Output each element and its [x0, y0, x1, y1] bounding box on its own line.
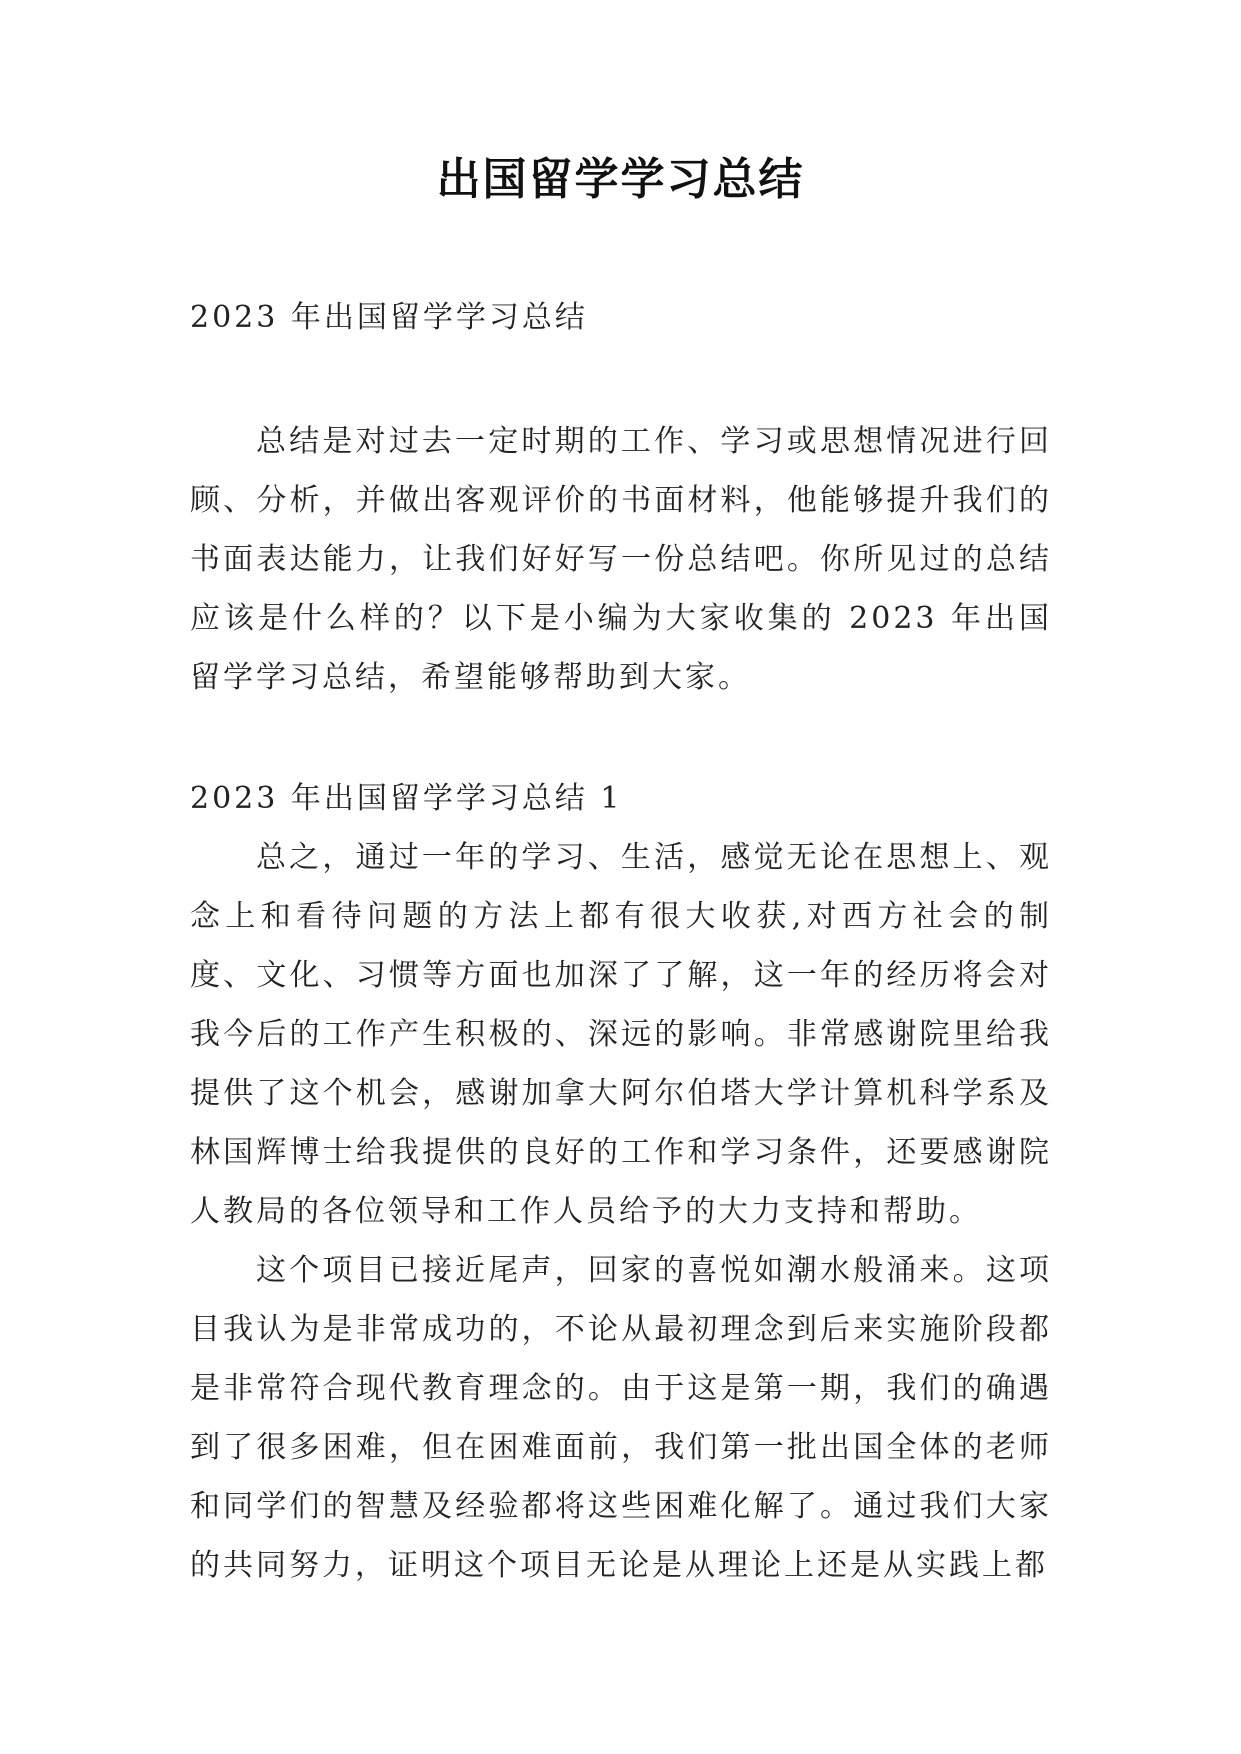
spacer: [190, 707, 1052, 769]
intro-paragraph: 总结是对过去一定时期的工作、学习或思想情况进行回顾、分析，并做出客观评价的书面材料，他能够提升我们的书面表达能力，让我们好好写一份总结吧。你所见过的总结应该是什么样的？以下是小编为大家收集的 2023 年出国留学学习总结，希望能够帮助到大家。: [190, 424, 1052, 695]
document-title: 出国留学学习总结: [436, 154, 805, 205]
document-body: [190, 288, 1052, 1595]
body-paragraph-2: 这个项目已接近尾声，回家的喜悦如潮水般涌来。这项目我认为是非常成功的，不论从最初理念到后来实施阶段都是非常符合现代教育理念的。由于这是第一期，我们的确遇到了很多困难，但在困难面前，我们第一批出国全体的老师和同学们的智慧及经验都将这些困难化解了。通过我们大家的共同努力，证明这个项目无论是从理论上还是从实践上都: [190, 1253, 1052, 1583]
spacer: [190, 347, 1052, 412]
section-heading: 2023 年出国留学学习总结 1: [190, 781, 623, 816]
document-subtitle: 2023 年出国留学学习总结: [190, 300, 588, 335]
body-paragraph-1: 总之，通过一年的学习、生活，感觉无论在思想上、观念上和看待问题的方法上都有很大收获,对西方社会的制度、文化、习惯等方面也加深了了解，这一年的经历将会对我今后的工作产生积极的、深远的影响。非常感谢院里给我提供了这个机会，感谢加拿大阿尔伯塔大学计算机科学系及林国辉博士给我提供的良好的工作和学习条件，还要感谢院人教局的各位领导和工作人员给予的大力支持和帮助。: [190, 840, 1052, 1229]
